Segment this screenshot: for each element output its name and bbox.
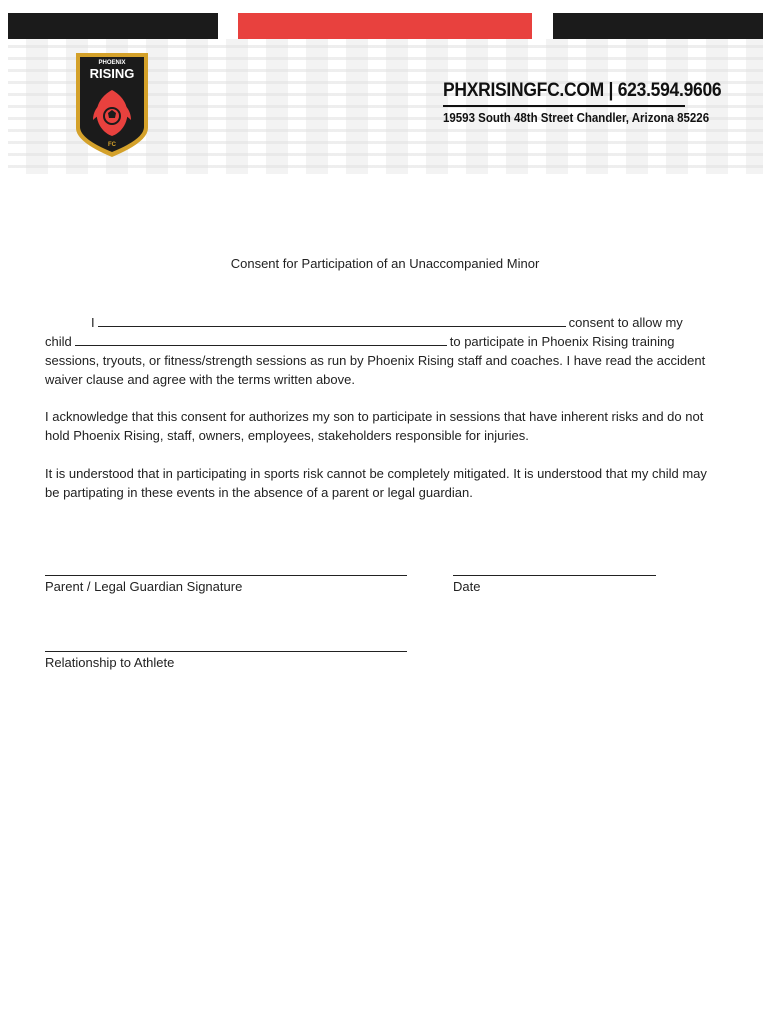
consent-text-3: sessions, tryouts, or fitness/strength sessions as run by Phoenix Rising staff and coaches. I have read the accident waiver clause and agree with the terms written above. xyxy=(45,353,706,387)
guardian-name-field[interactable] xyxy=(98,313,566,327)
risk-paragraph: It is understood that in participating in sports risk cannot be completely mitigated. It is understood that my child may be partipating in these events in the absence of a parent or legal guardian. xyxy=(45,466,707,500)
header-bar-accent xyxy=(238,13,532,39)
header-bar-right xyxy=(553,13,763,39)
consent-text-1: consent to allow my xyxy=(568,315,683,330)
child-name-field[interactable] xyxy=(75,332,447,346)
header-bar-left xyxy=(8,13,218,39)
relationship-label: Relationship to Athlete xyxy=(45,655,175,670)
club-address: 19593 South 48th Street Chandler, Arizona 85226 xyxy=(443,111,710,125)
logo-bottom-text: FC xyxy=(108,142,116,148)
phoenix-rising-logo xyxy=(73,50,151,160)
website-phone: PHXRISINGFC.COM | 623.594.9606 xyxy=(443,80,722,101)
guardian-signature-line[interactable] xyxy=(45,575,407,576)
club-contact-block xyxy=(443,80,722,125)
logo-main-text: RISING xyxy=(89,66,135,81)
logo-top-text: PHOENIX xyxy=(98,60,126,66)
paragraph-prefix: I xyxy=(91,315,95,330)
consent-paragraph xyxy=(45,313,710,389)
header-divider xyxy=(443,105,685,107)
guardian-signature-label: Parent / Legal Guardian Signature xyxy=(45,579,243,594)
child-label: child xyxy=(45,334,72,349)
document-title: Consent for Participation of an Unaccompanied Minor xyxy=(230,256,540,271)
date-line[interactable] xyxy=(453,575,656,576)
acknowledgement-paragraph: I acknowledge that this consent for authorizes my son to participate in sessions that have inherent risks and do not hold Phoenix Rising, staff, owners, employees, stakeholders responsible for injuries. xyxy=(45,409,704,443)
relationship-line[interactable] xyxy=(45,651,407,652)
consent-text-2: to participate in Phoenix Rising training xyxy=(449,334,675,349)
date-label: Date xyxy=(453,579,481,594)
